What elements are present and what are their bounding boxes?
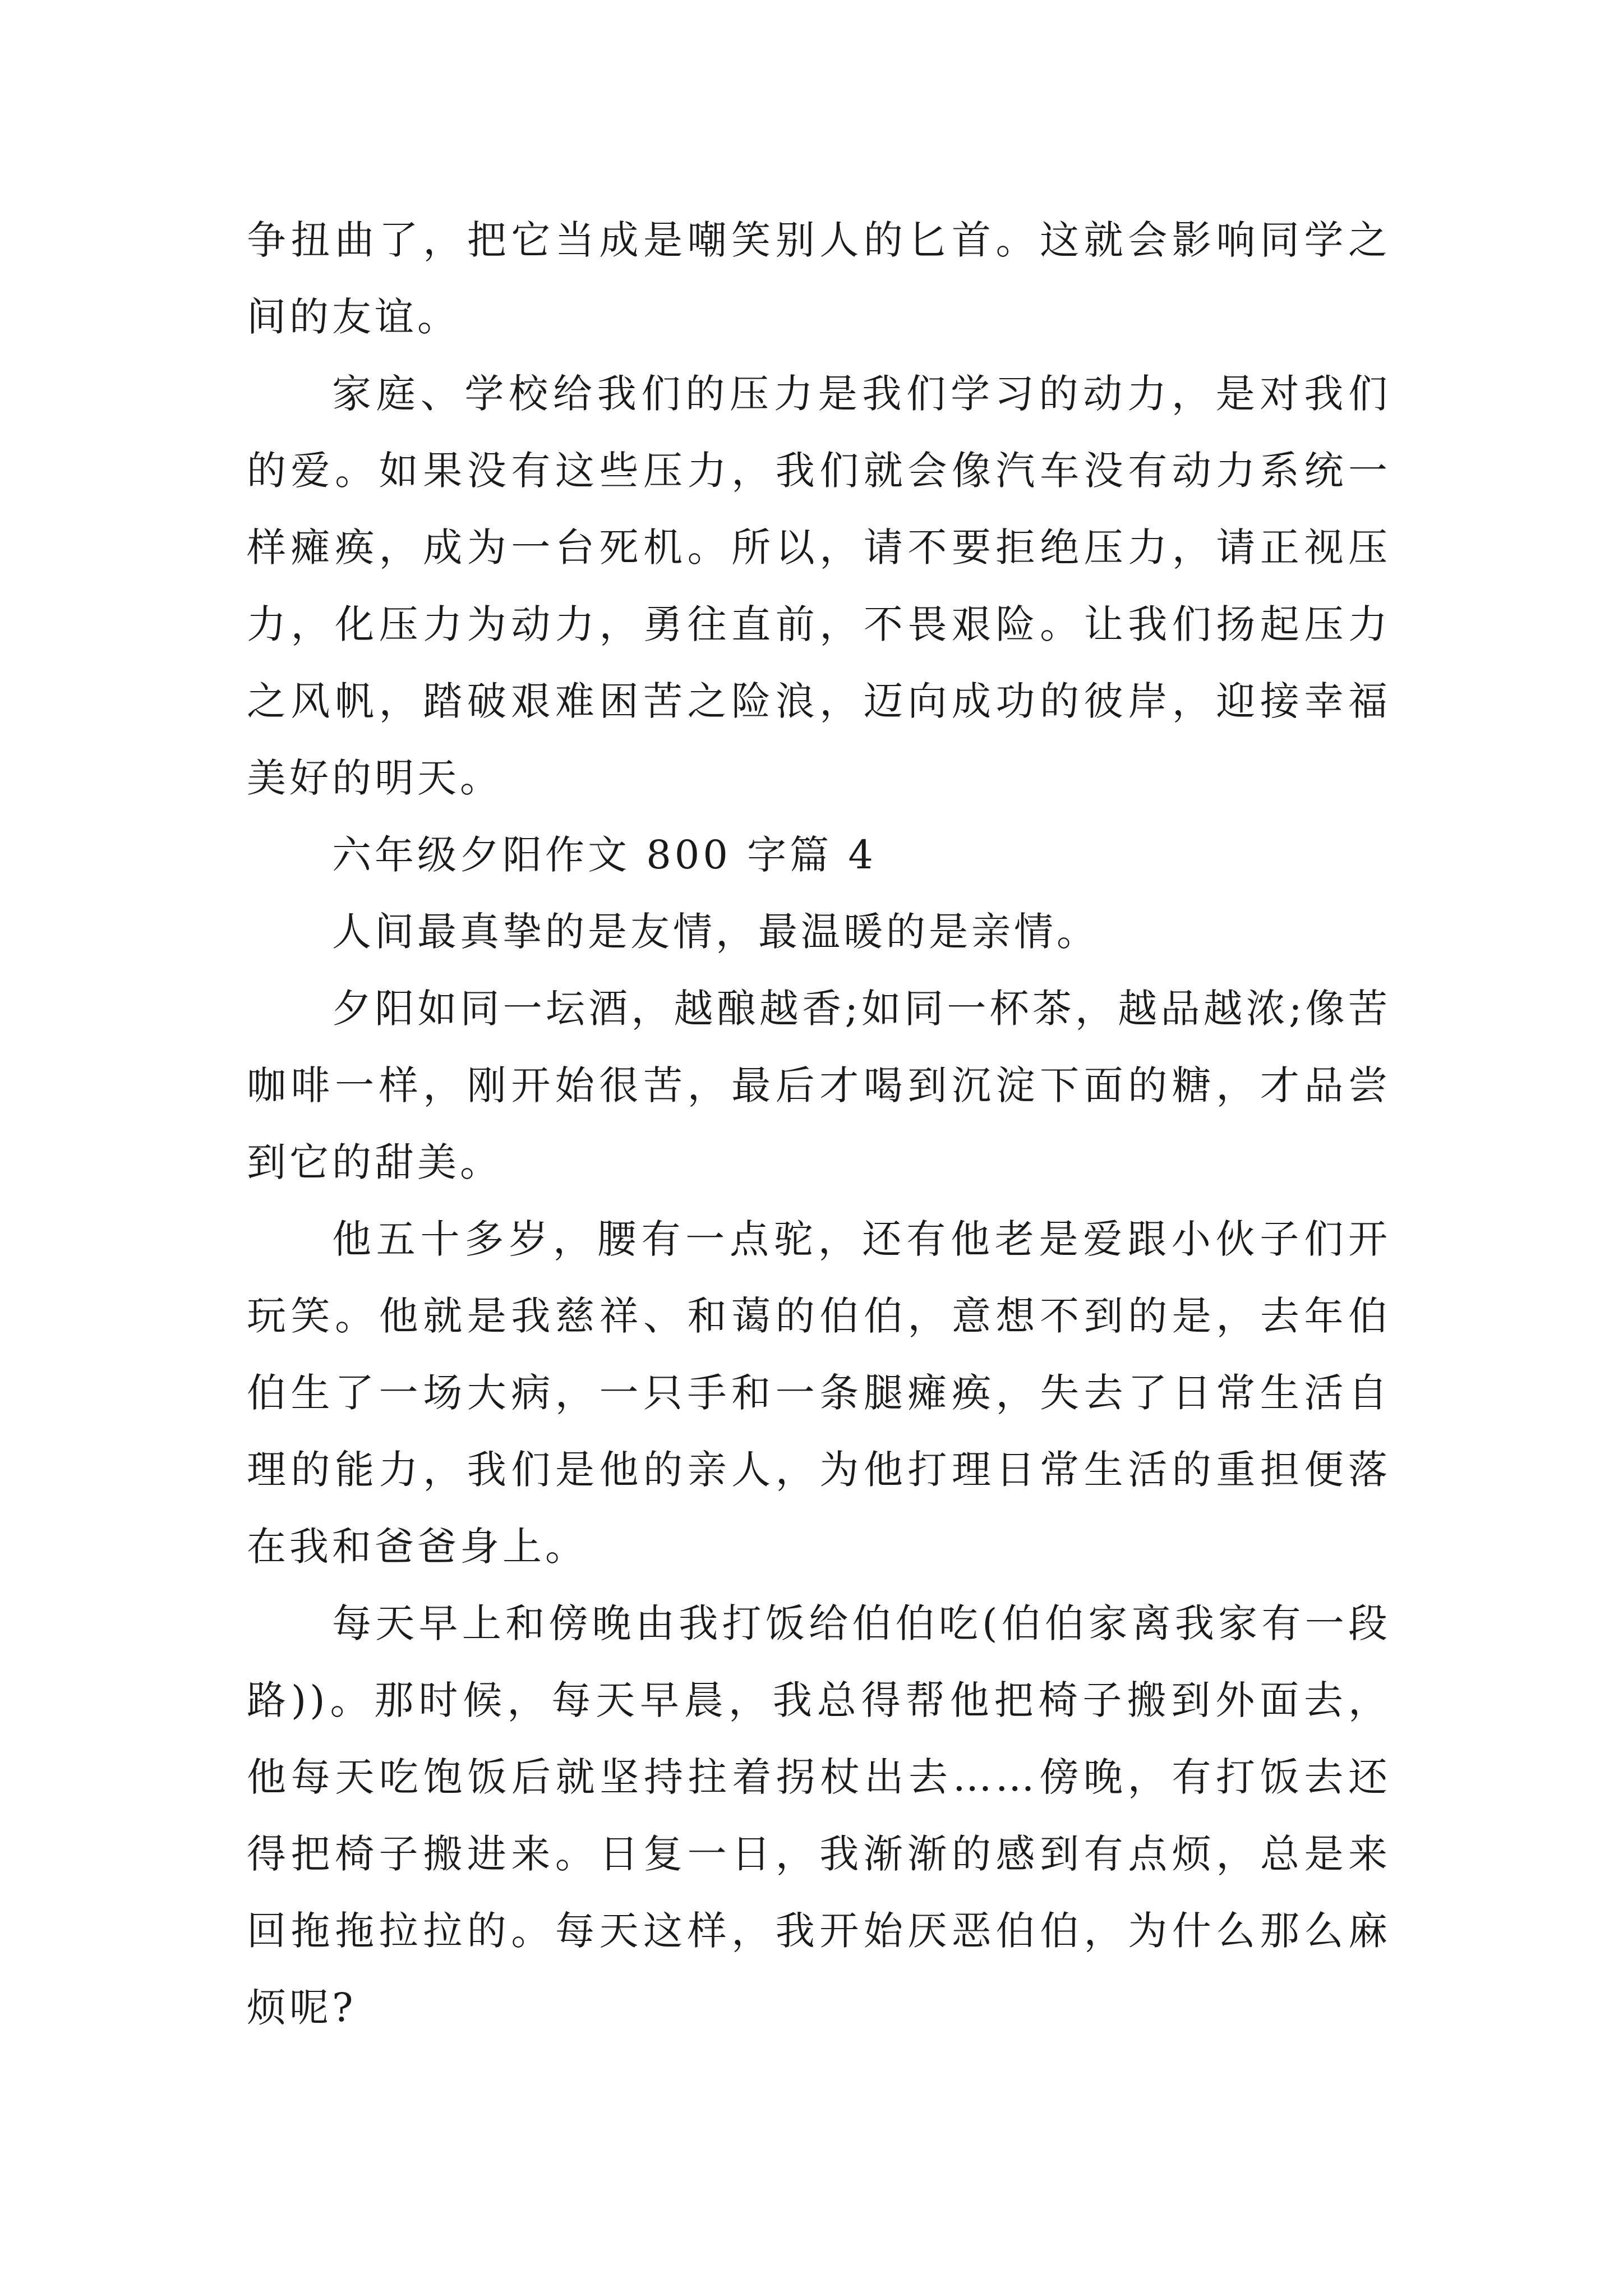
document-body	[247, 202, 1391, 2046]
paragraph-uncle-description: 他五十多岁，腰有一点驼，还有他老是爱跟小伙子们开玩笑。他就是我慈祥、和蔼的伯伯，意想不到的是，去年伯伯生了一场大病，一只手和一条腿瘫痪，失去了日常生活自理的能力，我们是他的亲人，为他打理日常生活的重担便落在我和爸爸身上。	[247, 1216, 1391, 1570]
paragraph-continuation: 争扭曲了，把它当成是嘲笑别人的匕首。这就会影响同学之间的友谊。	[247, 217, 1391, 340]
paragraph-opening-line: 人间最真挚的是友情，最温暖的是亲情。	[332, 909, 1099, 955]
paragraph-pressure: 家庭、学校给我们的压力是我们学习的动力，是对我们的爱。如果没有这些压力，我们就会像汽车没有动力系统一样瘫痪，成为一台死机。所以，请不要拒绝压力，请正视压力，化压力为动力，勇往直前，不畏艰险。让我们扬起压力之风帆，踏破艰难困苦之险浪，迈向成功的彼岸，迎接幸福美好的明天。	[247, 371, 1391, 801]
paragraph-sunset-metaphor: 夕阳如同一坛酒，越酿越香;如同一杯茶，越品越浓;像苦咖啡一样，刚开始很苦，最后才喝到沉淀下面的糖，才品尝到它的甜美。	[247, 986, 1391, 1185]
paragraph-daily-routine: 每天早上和傍晚由我打饭给伯伯吃(伯伯家离我家有一段路))。那时候，每天早晨，我总得帮他把椅子搬到外面去，他每天吃饱饭后就坚持拄着拐杖出去……傍晚，有打饭去还得把椅子搬进来。日复一日，我渐渐的感到有点烦，总是来回拖拖拉拉的。每天这样，我开始厌恶伯伯，为什么那么麻烦呢?	[247, 1600, 1391, 2031]
section-heading: 六年级夕阳作文 800 字篇 4	[332, 832, 877, 878]
